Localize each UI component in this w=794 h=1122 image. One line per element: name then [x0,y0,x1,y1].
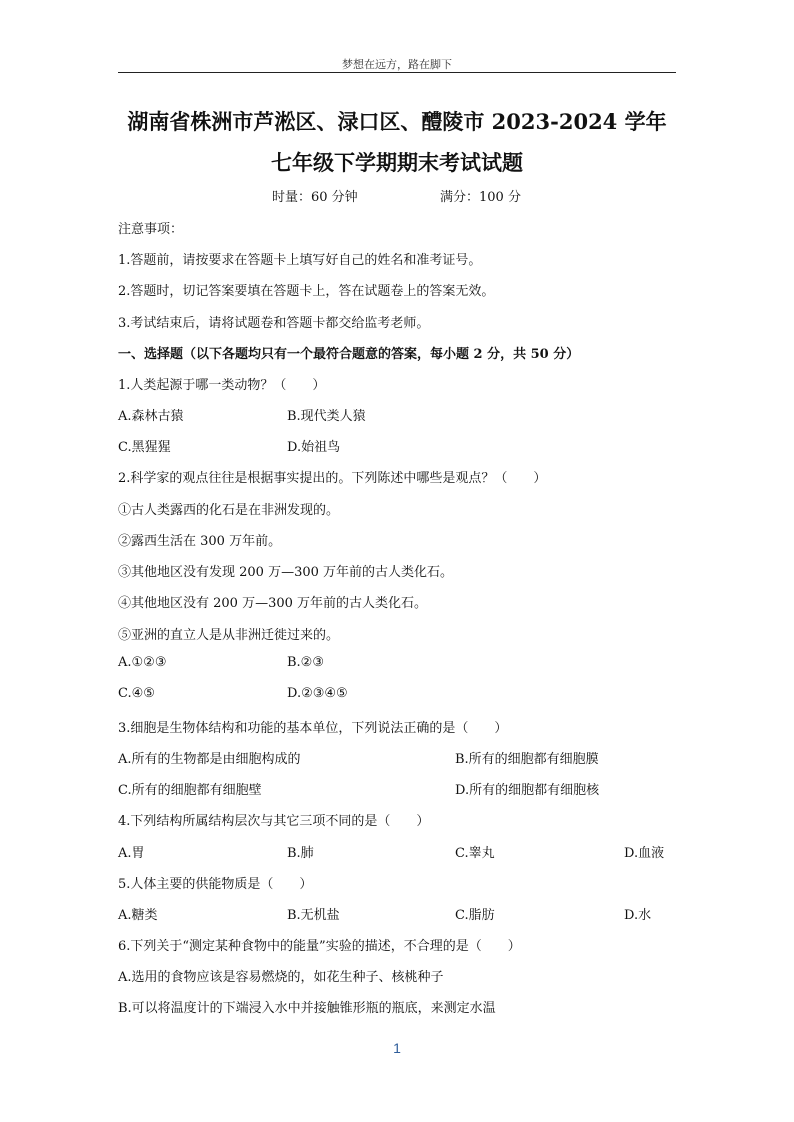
exam-score: 满分：100 分 [440,190,521,205]
notice-heading: 注意事项： [118,222,184,237]
answer-option: D.水 [624,908,652,923]
answer-option: D.始祖鸟 [287,440,341,455]
question-stem: 3.细胞是生物体结构和功能的基本单位，下列说法正确的是（ ） [118,721,508,736]
answer-option: D.②③④⑤ [287,686,348,701]
statement-item: ②露西生活在 300 万年前。 [118,534,282,549]
notice-item: 3.考试结束后，请将试题卷和答题卡都交给监考老师。 [118,316,430,331]
answer-option: A.胃 [118,846,145,861]
exam-time: 时量：60 分钟 [272,190,358,205]
notice-item: 2.答题时，切记答案要填在答题卡上，答在试题卷上的答案无效。 [118,284,495,299]
answer-option: B.无机盐 [287,908,340,923]
page-number: 1 [393,1040,401,1056]
answer-option: A.森林古猿 [118,409,184,424]
statement-item: ①古人类露西的化石是在非洲发现的。 [118,503,340,518]
answer-option: D.血液 [624,846,665,861]
answer-option: B.②③ [287,655,324,670]
document-title-line1: 湖南省株洲市芦淞区、渌口区、醴陵市 2023-2024 学年 [127,109,667,134]
answer-option: B.现代类人猿 [287,409,366,424]
answer-option: D.所有的细胞都有细胞核 [455,783,600,798]
header-rule [118,72,676,73]
notice-item: 1.答题前，请按要求在答题卡上填写好自己的姓名和准考证号。 [118,253,482,268]
answer-option: B.肺 [287,846,314,861]
section-heading: 一、选择题（以下各题均只有一个最符合题意的答案，每小题 2 分，共 50 分） [118,347,580,362]
header-motto: 梦想在远方，路在脚下 [342,58,452,71]
document-title-line2: 七年级下学期期末考试试题 [271,150,523,175]
answer-option: C.所有的细胞都有细胞壁 [118,783,262,798]
question-stem: 5.人体主要的供能物质是（ ） [118,877,313,892]
statement-item: ⑤亚洲的直立人是从非洲迁徙过来的。 [118,628,340,643]
answer-option: C.④⑤ [118,686,155,701]
question-stem: 1.人类起源于哪一类动物？（ ） [118,378,326,393]
answer-option: A.糖类 [118,908,158,923]
answer-option: B.所有的细胞都有细胞膜 [455,752,599,767]
answer-option: A.选用的食物应该是容易燃烧的，如花生种子、核桃种子 [118,970,444,985]
answer-option: C.睾丸 [455,846,495,861]
answer-option: B.可以将温度计的下端浸入水中并接触锥形瓶的瓶底，来测定水温 [118,1001,496,1016]
answer-option: A.所有的生物都是由细胞构成的 [118,752,301,767]
statement-item: ③其他地区没有发现 200 万—300 万年前的古人类化石。 [118,565,454,580]
answer-option: C.脂肪 [455,908,495,923]
statement-item: ④其他地区没有 200 万—300 万年前的古人类化石。 [118,596,428,611]
answer-option: C.黑猩猩 [118,440,171,455]
answer-option: A.①②③ [118,655,167,670]
question-stem: 6.下列关于“测定某种食物中的能量”实验的描述，不合理的是（ ） [118,939,521,954]
question-stem: 2.科学家的观点往往是根据事实提出的。下列陈述中哪些是观点？（ ） [118,471,547,486]
question-stem: 4.下列结构所属结构层次与其它三项不同的是（ ） [118,814,430,829]
